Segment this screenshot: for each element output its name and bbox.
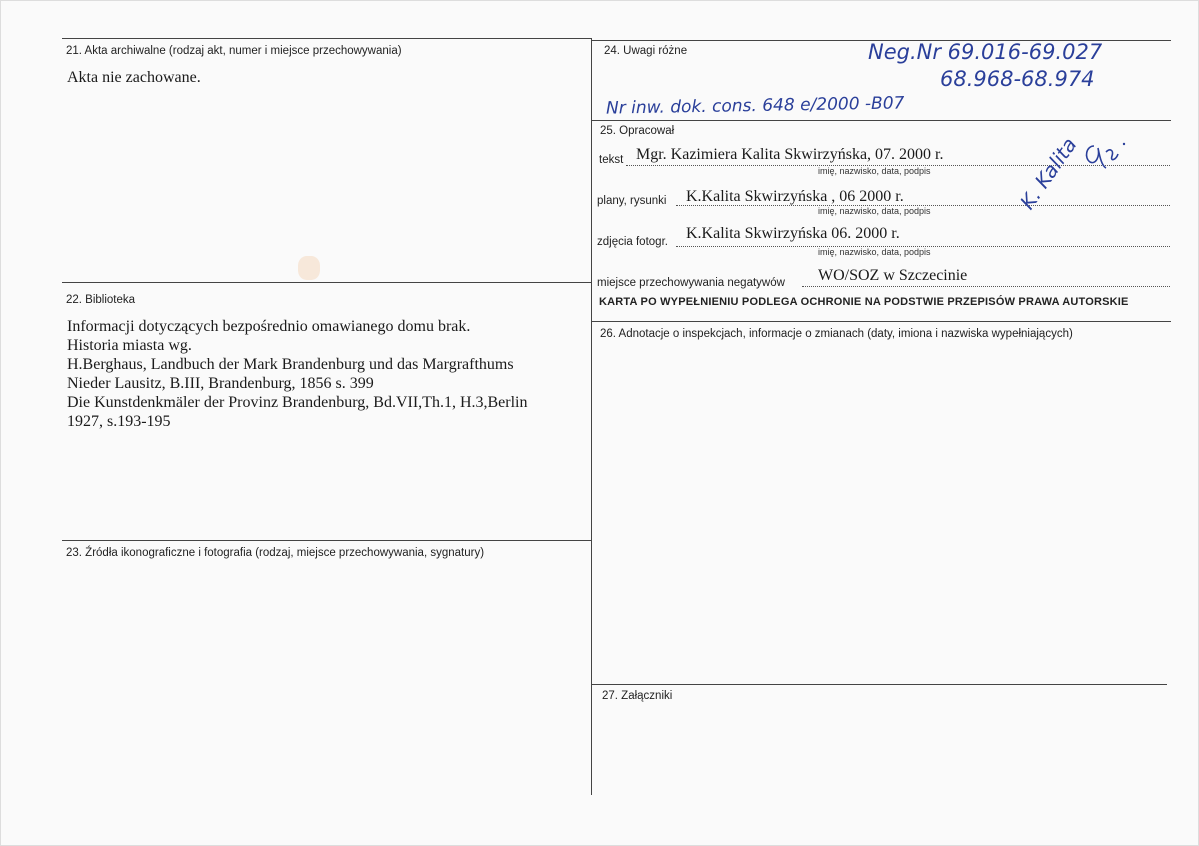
section-24-label: 24. Uwagi różne: [604, 45, 688, 57]
bibliography-line: Die Kunstdenkmäler der Provinz Brandenburg, Bd.VII,Th.1, H.3,Berlin: [67, 394, 528, 411]
negatywy-value: WO/SOZ w Szczecinie: [818, 267, 968, 284]
tekst-caption: imię, nazwisko, data, podpis: [818, 166, 931, 176]
handwritten-inventory-number: Nr inw. dok. cons. 648 e/2000 -B07: [605, 93, 905, 119]
section-22-label: 22. Biblioteka: [66, 294, 136, 306]
section-22-bibliography: [67, 317, 528, 431]
rule-s25-top: [591, 120, 1171, 121]
rule-s22-top: [62, 282, 591, 283]
paper-stain: [298, 256, 320, 280]
zdjecia-label: zdjęcia fotogr.: [597, 236, 668, 248]
rule-s26-top: [591, 321, 1171, 322]
rule-top-left: [62, 38, 591, 39]
section-21-value: Akta nie zachowane.: [67, 69, 201, 86]
rule-s27-top: [591, 684, 1167, 685]
bibliography-line: Nieder Lausitz, B.III, Brandenburg, 1856 s. 399: [67, 375, 374, 392]
signature-mark: [1080, 138, 1128, 172]
zdjecia-value: K.Kalita Skwirzyńska 06. 2000 r.: [686, 225, 900, 242]
copyright-notice: KARTA PO WYPEŁNIENIU PODLEGA OCHRONIE NA PODSTWIE PRZEPISÓW PRAWA AUTORSKIE: [599, 296, 1129, 308]
section-23-label: 23. Źródła ikonograficzne i fotografia (rodzaj, miejsce przechowywania, sygnatury): [66, 547, 485, 559]
zdjecia-caption: imię, nazwisko, data, podpis: [818, 247, 931, 257]
section-26-label: 26. Adnotacje o inspekcjach, informacje o zmianach (daty, imiona i nazwiska wypełniających): [600, 328, 1073, 340]
bibliography-line: 1927, s.193-195: [67, 413, 171, 430]
negatywy-label: miejsce przechowywania negatywów: [597, 277, 785, 289]
negatywy-dotted-line: [802, 286, 1170, 287]
tekst-value: Mgr. Kazimiera Kalita Skwirzyńska, 07. 2000 r.: [636, 146, 944, 163]
tekst-label: tekst: [599, 154, 624, 166]
section-25-label: 25. Opracował: [600, 125, 675, 137]
section-21-label: 21. Akta archiwalne (rodzaj akt, numer i miejsce przechowywania): [66, 45, 402, 57]
section-27-label: 27. Załączniki: [602, 690, 673, 702]
plany-caption: imię, nazwisko, data, podpis: [818, 206, 931, 216]
handwritten-negative-numbers-1: Neg.Nr 69.016-69.027: [868, 40, 1103, 64]
plany-label: plany, rysunki: [597, 195, 667, 207]
column-divider: [591, 38, 592, 795]
bibliography-line: Informacji dotyczących bezpośrednio omawianego domu brak.: [67, 318, 471, 335]
rule-s23-top: [62, 540, 591, 541]
bibliography-line: H.Berghaus, Landbuch der Mark Brandenburg und das Margrafthums: [67, 356, 514, 373]
handwritten-negative-numbers-2: 68.968-68.974: [940, 67, 1095, 91]
plany-value: K.Kalita Skwirzyńska , 06 2000 r.: [686, 188, 904, 205]
signature-kalita: K. Kalita: [1015, 133, 1082, 214]
bibliography-line: Historia miasta wg.: [67, 337, 192, 354]
